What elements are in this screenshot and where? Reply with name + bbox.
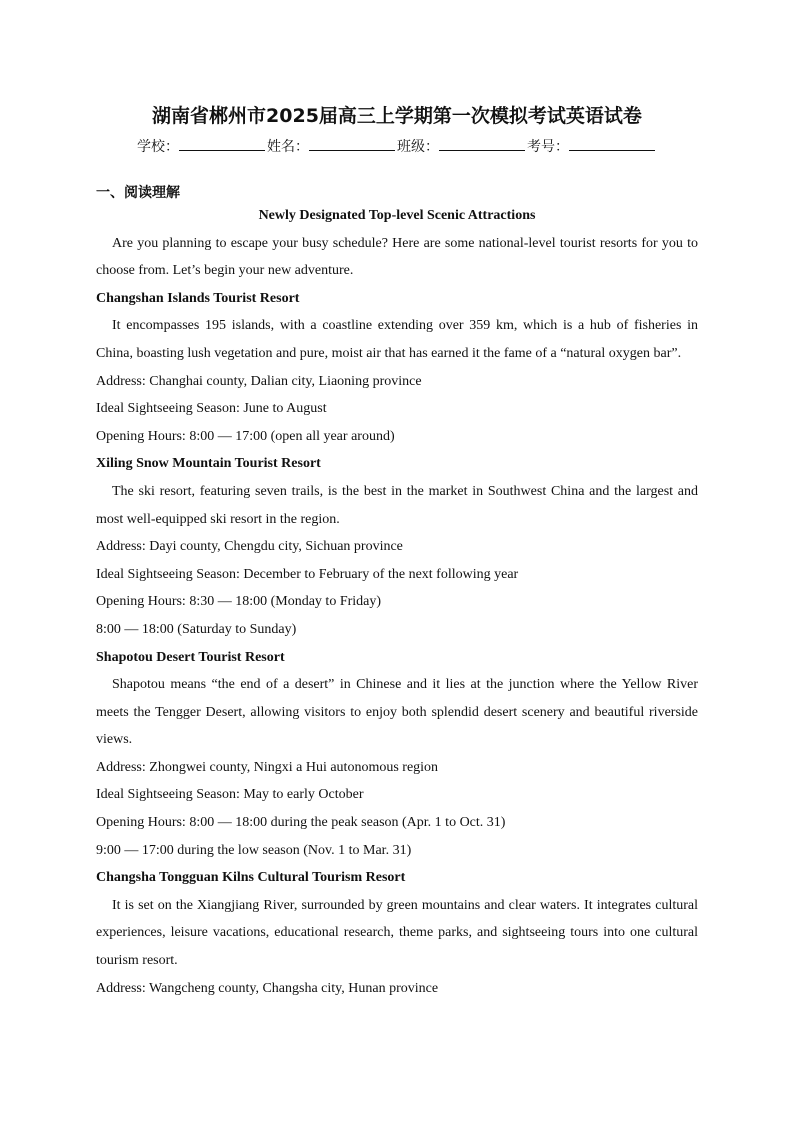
resort-description: The ski resort, featuring seven trails, is the best in the market in Southwest China and the largest and most well-equipped ski resort in the region. bbox=[96, 483, 698, 527]
resort-address: Address: Changhai county, Dalian city, Liaoning province bbox=[96, 373, 422, 389]
school-label: 学校： bbox=[137, 139, 179, 155]
exam-title: 湖南省郴州市2025届高三上学期第一次模拟考试英语试卷 bbox=[152, 105, 642, 127]
resort-season: Ideal Sightseeing Season: December to February of the next following year bbox=[96, 566, 519, 582]
class-label: 班级： bbox=[397, 139, 439, 155]
resort-address: Address: Zhongwei county, Ningxi a Hui autonomous region bbox=[96, 759, 439, 775]
resort-hours: 8:00 — 18:00 (Saturday to Sunday) bbox=[96, 621, 297, 637]
school-blank[interactable] bbox=[179, 137, 265, 151]
exam-no-blank[interactable] bbox=[569, 137, 655, 151]
resort-hours: Opening Hours: 8:00 — 17:00 (open all year around) bbox=[96, 428, 395, 444]
student-info-line bbox=[0, 136, 794, 156]
resort-description: It encompasses 195 islands, with a coastline extending over 359 km, which is a hub of fisheries in China, boasting lush vegetation and pure, moist air that has earned it the fame of a “natural oxygen bar”. bbox=[96, 318, 698, 361]
passage-intro: Are you planning to escape your busy schedule? Here are some national-level tourist resorts for you to choose from. Let’s begin your new adventure. bbox=[96, 235, 698, 279]
resort-address: Address: Wangcheng county, Changsha city, Hunan province bbox=[96, 980, 439, 996]
resort-season: Ideal Sightseeing Season: May to early October bbox=[96, 787, 364, 803]
section-heading: 一、阅读理解 bbox=[96, 185, 180, 201]
resort-hours: 9:00 — 17:00 during the low season (Nov. 1 to Mar. 31) bbox=[96, 842, 412, 858]
resort-name: Changsha Tongguan Kilns Cultural Tourism Resort bbox=[96, 870, 406, 886]
resort-name: Xiling Snow Mountain Tourist Resort bbox=[96, 456, 321, 472]
resort-address: Address: Dayi county, Chengdu city, Sichuan province bbox=[96, 539, 403, 555]
resort-description: Shapotou means “the end of a desert” in Chinese and it lies at the junction where the Yellow River meets the Tengger Desert, allowing visitors to enjoy both splendid desert scenery and beautiful riverside views. bbox=[96, 677, 698, 748]
resort-hours: Opening Hours: 8:00 — 18:00 during the peak season (Apr. 1 to Oct. 31) bbox=[96, 815, 506, 831]
class-blank[interactable] bbox=[439, 137, 525, 151]
resort-description: It is set on the Xiangjiang River, surrounded by green mountains and clear waters. It integrates cultural experiences, leisure vacations, educational research, theme parks, and sightseeing tours into one cultural tourism resort. bbox=[96, 897, 698, 969]
name-label: 姓名： bbox=[267, 139, 309, 155]
reading-passage bbox=[96, 202, 698, 1002]
resort-name: Changshan Islands Tourist Resort bbox=[96, 290, 300, 306]
resort-name: Shapotou Desert Tourist Resort bbox=[96, 649, 285, 665]
exam-no-label: 考号： bbox=[527, 139, 569, 155]
name-blank[interactable] bbox=[309, 137, 395, 151]
resort-season: Ideal Sightseeing Season: June to August bbox=[96, 401, 327, 417]
resort-hours: Opening Hours: 8:30 — 18:00 (Monday to Friday) bbox=[96, 594, 382, 610]
passage-title: Newly Designated Top-level Scenic Attractions bbox=[258, 208, 536, 223]
